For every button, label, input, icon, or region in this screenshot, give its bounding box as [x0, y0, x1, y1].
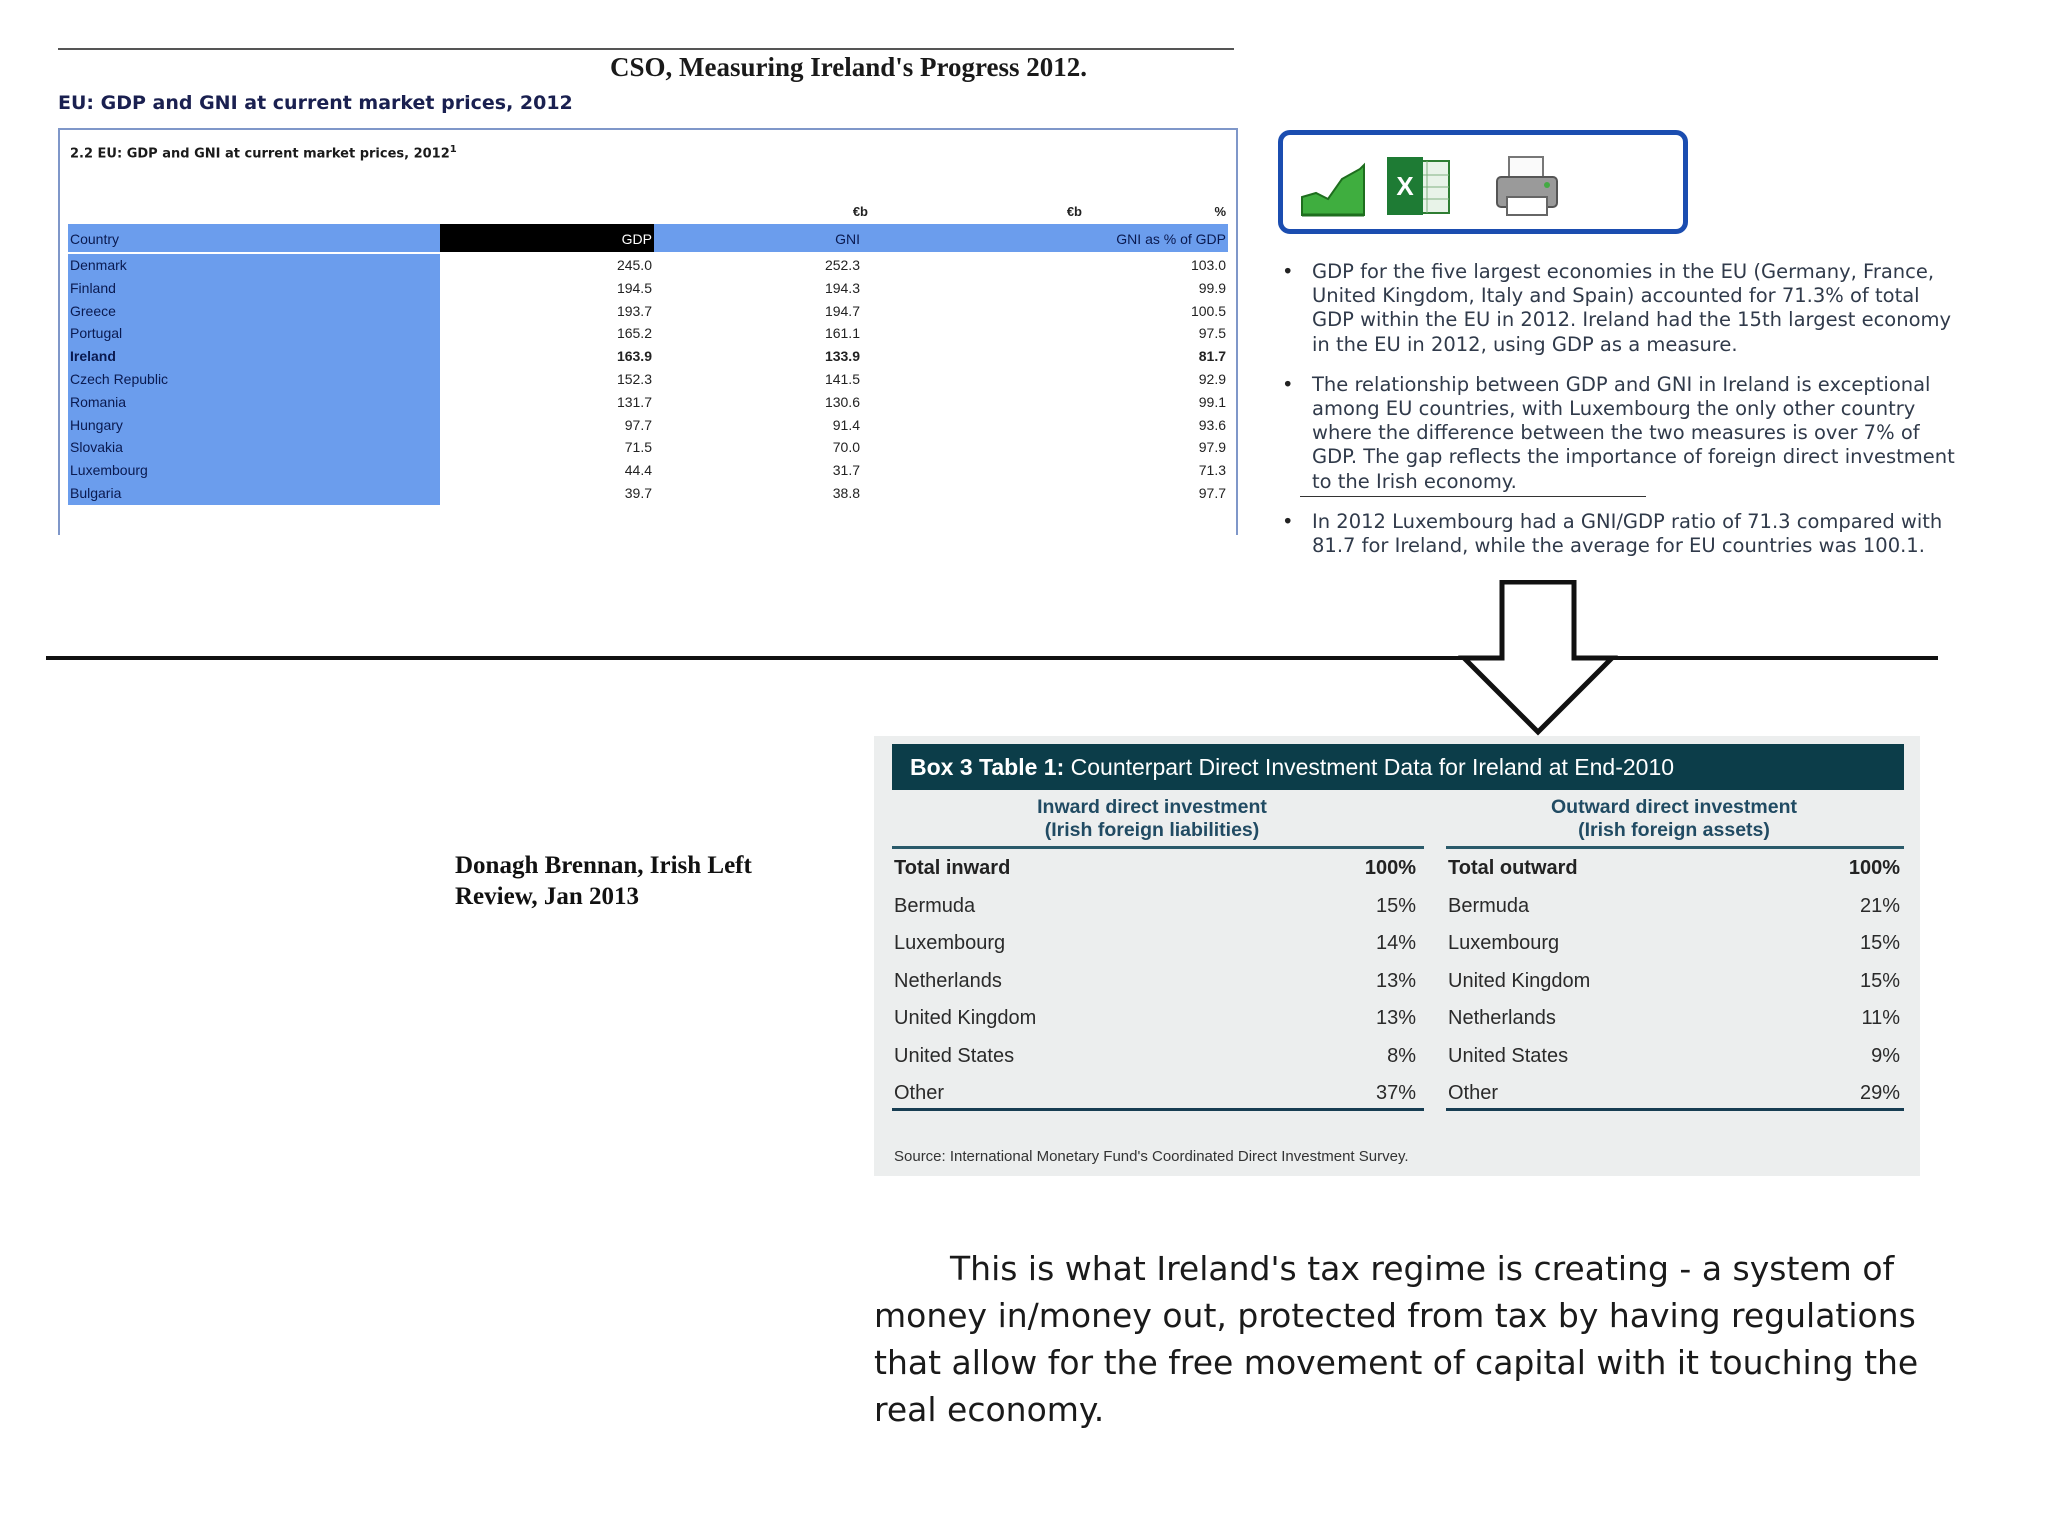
table-row — [68, 391, 1228, 414]
cell-gdp: 44.4 — [624, 462, 652, 479]
list-item — [1448, 1000, 1900, 1038]
cell-pct: 97.5 — [1198, 325, 1226, 342]
cell-pct: 97.9 — [1198, 439, 1226, 456]
cell-pct: 92.9 — [1198, 370, 1226, 387]
cell-gni: 130.6 — [824, 393, 860, 410]
gdp-table-subtitle: EU: GDP and GNI at current market prices, 2012 — [58, 92, 573, 114]
table-row — [68, 414, 1228, 437]
cell-gni: 38.8 — [832, 484, 860, 501]
country-name: Bermuda — [894, 894, 976, 917]
country-name: Total outward — [1448, 857, 1578, 879]
outward-column-header: Outward direct investment (Irish foreign assets) — [1551, 796, 1797, 841]
down-arrow-icon — [1458, 580, 1618, 736]
list-item — [1448, 925, 1900, 963]
cell-gni: 141.5 — [824, 370, 860, 387]
cell-pct: 100.5 — [1190, 302, 1226, 319]
cell-country: Czech Republic — [68, 368, 440, 391]
cell-gdp: 152.3 — [616, 370, 652, 387]
cell-country: Slovakia — [68, 436, 440, 459]
cell-gdp: 97.7 — [624, 416, 652, 433]
column-header-country: Country — [68, 224, 440, 252]
list-item — [1448, 1075, 1900, 1113]
column-header-gdp: GDP — [440, 224, 654, 252]
inward-column-header: Inward direct investment (Irish foreign liabilities) — [1037, 796, 1267, 841]
share-value: 11% — [1861, 1007, 1900, 1029]
country-name: Other — [894, 1082, 945, 1104]
inward-header-rule — [892, 846, 1424, 849]
country-name: United Kingdom — [1448, 969, 1591, 992]
cell-gdp: 39.7 — [624, 484, 652, 501]
cell-pct: 93.6 — [1198, 416, 1226, 433]
share-value: 14% — [1375, 932, 1416, 954]
direct-investment-table — [874, 736, 1920, 1176]
cell-gni: 161.1 — [824, 325, 860, 342]
cell-gdp: 194.5 — [616, 279, 652, 296]
inward-bottom-rule — [892, 1108, 1424, 1111]
cell-pct: 99.9 — [1198, 279, 1226, 296]
cell-pct: 97.7 — [1198, 484, 1226, 501]
share-value: 37% — [1375, 1082, 1416, 1104]
svg-text:X: X — [1396, 171, 1414, 201]
share-value: 100% — [1364, 857, 1416, 879]
closing-paragraph: This is what Ireland's tax regime is creating - a system of money in/money out, protected from tax by having regulations that allow for the free movement of capital with it touching the real economy. — [874, 1249, 1919, 1429]
list-item — [1448, 850, 1900, 888]
list-item — [894, 1075, 1416, 1113]
cell-country: Finland — [68, 277, 440, 300]
table-row — [68, 322, 1228, 345]
table-row — [68, 254, 1228, 277]
inward-investment-list — [894, 850, 1416, 1113]
cell-country: Greece — [68, 300, 440, 323]
table-row — [68, 277, 1228, 300]
cell-gdp: 165.2 — [616, 325, 652, 342]
country-name: Luxembourg — [1448, 932, 1560, 954]
cell-country: Hungary — [68, 414, 440, 437]
cell-gni: 252.3 — [824, 257, 860, 273]
cell-gni: 133.9 — [824, 348, 860, 365]
cell-country: Luxembourg — [68, 459, 440, 482]
outward-investment-list — [1448, 850, 1900, 1113]
cell-pct: 99.1 — [1198, 393, 1226, 410]
cell-country: Denmark — [68, 254, 440, 277]
cell-gdp: 245.0 — [616, 257, 652, 273]
country-name: United States — [1448, 1044, 1569, 1067]
cell-country: Ireland — [68, 345, 440, 368]
table-row — [68, 482, 1228, 505]
cell-pct: 71.3 — [1198, 462, 1226, 479]
cell-gni: 31.7 — [832, 462, 860, 479]
table-row — [68, 368, 1228, 391]
list-item — [894, 1038, 1416, 1076]
excel-icon[interactable] — [1383, 153, 1453, 219]
country-name: Total inward — [894, 857, 1011, 879]
list-item — [1448, 1038, 1900, 1076]
cell-country: Bulgaria — [68, 482, 440, 505]
country-name: United States — [894, 1044, 1015, 1067]
cell-pct: 103.0 — [1190, 257, 1226, 273]
cell-gdp: 131.7 — [616, 393, 652, 410]
source-title: CSO, Measuring Ireland's Progress 2012. — [610, 52, 1088, 82]
share-value: 13% — [1375, 1007, 1416, 1029]
cell-gni: 70.0 — [832, 439, 860, 456]
share-value: 9% — [1871, 1044, 1900, 1067]
cell-gdp: 163.9 — [616, 348, 652, 365]
gdp-gni-table — [58, 128, 1238, 535]
outward-header-rule — [1446, 846, 1904, 849]
list-item — [1448, 963, 1900, 1001]
export-toolbar — [1278, 130, 1688, 234]
cell-country: Romania — [68, 391, 440, 414]
bullet-list — [1278, 260, 1958, 574]
share-value: 15% — [1859, 969, 1900, 992]
country-name: Luxembourg — [894, 932, 1006, 954]
cell-country: Portugal — [68, 322, 440, 345]
author-credit: Donagh Brennan, Irish Left Review, Jan 2013 — [455, 852, 752, 910]
outward-bottom-rule — [1446, 1108, 1904, 1111]
box3-table-title: Box 3 Table 1: Counterpart Direct Investment Data for Ireland at End-2010 — [892, 744, 1904, 790]
list-item — [894, 1000, 1416, 1038]
list-item — [1448, 888, 1900, 926]
print-icon[interactable] — [1493, 153, 1563, 219]
hand-underline — [1300, 496, 1646, 497]
share-value: 8% — [1387, 1044, 1416, 1067]
share-value: 15% — [1859, 932, 1900, 954]
country-name: United Kingdom — [894, 1007, 1037, 1029]
list-item — [894, 925, 1416, 963]
country-name: Bermuda — [1448, 894, 1530, 917]
table-row — [68, 345, 1228, 368]
cell-gni: 91.4 — [832, 416, 860, 433]
gdp-table-body — [68, 254, 1228, 505]
cell-pct: 81.7 — [1198, 348, 1226, 365]
gni-unit-label: €b — [1066, 204, 1082, 219]
gdp-table-header-row — [68, 224, 1228, 252]
pct-unit-label: % — [1214, 204, 1226, 219]
list-item — [894, 850, 1416, 888]
bullet-item: • In 2012 Luxembourg had a GNI/GDP ratio of 71.3 compared with 81.7 for Ireland, while the average for EU countries was 100.1. — [1278, 510, 1958, 558]
column-header-gni-pct: GNI as % of GDP — [868, 224, 1228, 252]
list-item — [894, 888, 1416, 926]
cell-gni: 194.3 — [824, 279, 860, 296]
cell-gni: 194.7 — [824, 302, 860, 319]
share-value: 21% — [1859, 894, 1900, 917]
section-divider — [46, 656, 1938, 660]
table-row — [68, 459, 1228, 482]
table-row — [68, 436, 1228, 459]
bullet-item: • GDP for the five largest economies in the EU (Germany, France, United Kingdom, Italy and Spain) accounted for 71.3% of total GDP within the EU in 2012. Ireland had the 15th largest economy in the EU in 2012, using GDP as a measure. — [1278, 260, 1958, 357]
country-name: Netherlands — [894, 969, 1002, 992]
chart-icon[interactable] — [1298, 153, 1368, 219]
box3-source-note: Source: International Monetary Fund's Coordinated Direct Investment Survey. — [894, 1148, 1409, 1165]
share-value: 100% — [1848, 857, 1900, 879]
gdp-table-caption: 2.2 EU: GDP and GNI at current market prices, 2012$^1$ — [70, 144, 457, 162]
country-name: Other — [1448, 1082, 1499, 1104]
gdp-unit-label: €b — [852, 204, 868, 219]
share-value: 15% — [1375, 894, 1416, 917]
share-value: 29% — [1859, 1082, 1900, 1104]
cell-gdp: 193.7 — [616, 302, 652, 319]
bullet-item: • The relationship between GDP and GNI in Ireland is exceptional among EU countries, with Luxembourg the only other country where the difference between the two measures is over 7% of GDP. The gap reflects the importance of foreign direct investment to the Irish economy. — [1278, 373, 1958, 494]
cell-gdp: 71.5 — [624, 439, 652, 456]
country-name: Netherlands — [1448, 1007, 1556, 1029]
column-header-gni: GNI — [654, 224, 868, 252]
list-item — [894, 963, 1416, 1001]
top-rule — [58, 48, 1234, 50]
share-value: 13% — [1375, 969, 1416, 992]
table-row — [68, 300, 1228, 323]
